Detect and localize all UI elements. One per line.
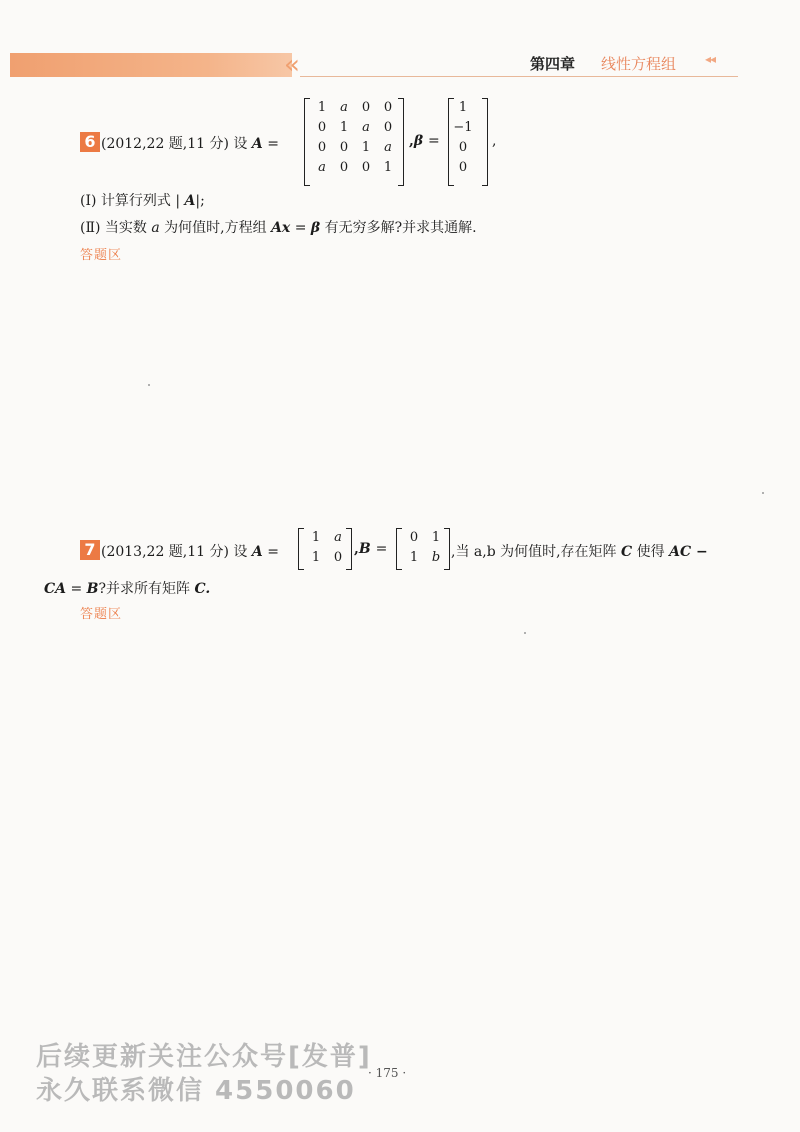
matrix-entry: b (431, 550, 441, 565)
question-7-meta (101, 541, 279, 561)
q7-B-label: B (358, 541, 371, 557)
q7-line-2 (44, 578, 210, 598)
q6-part2-a: a (151, 220, 160, 236)
q7-line-1-rest (451, 541, 708, 561)
q7-line2-rest: ?并求所有矩阵 (98, 581, 191, 597)
header-band (10, 53, 292, 77)
q6-matrix-A (304, 98, 404, 186)
q7-B-equals: = (375, 541, 388, 557)
q7-line1-end: 使得 (636, 544, 665, 560)
matrix-entry: 0 (409, 530, 419, 545)
q6-matrix-A-grid (311, 98, 399, 178)
scan-speck (524, 632, 526, 634)
watermark-line-1: 后续更新关注公众号[发普] (36, 1042, 372, 1072)
matrix-entry: 0 (339, 140, 349, 155)
q6-trailing-comma: , (492, 133, 497, 149)
watermark-line-2: 永久联系微信 4550060 (36, 1076, 356, 1106)
q7-line2-C: C. (194, 581, 211, 597)
matrix-entry: 1 (383, 160, 393, 175)
matrix-entry: 0 (317, 140, 327, 155)
question-6-meta (101, 133, 279, 153)
matrix-entry: 0 (458, 160, 468, 175)
q6-part-2 (80, 217, 477, 237)
q6-part2-Ax: Ax (271, 220, 291, 236)
q7-meta-text: (2013,22 题,11 分) 设 (101, 544, 248, 560)
q6-beta-def (409, 133, 440, 149)
matrix-entry: a (318, 160, 326, 175)
left-bracket (298, 528, 304, 570)
scan-speck (762, 492, 764, 494)
matrix-entry: 1 (339, 120, 349, 135)
q7-equals: = (267, 544, 279, 560)
q7-matrix-B-grid (403, 528, 447, 568)
q7-CA: CA (44, 581, 67, 597)
matrix-entry: a (340, 100, 348, 115)
q6-part2-beta: β (310, 220, 321, 236)
scan-speck (148, 384, 150, 386)
right-bracket (482, 98, 488, 186)
q6-part-1 (80, 190, 205, 210)
q6-part1-suffix: |; (195, 193, 205, 209)
matrix-entry: a (384, 140, 392, 155)
q7-A-label: A (251, 544, 263, 560)
matrix-entry: 0 (317, 120, 327, 135)
q7-matrix-A (298, 528, 352, 570)
q6-meta-text: (2012,22 题,11 分) 设 (101, 136, 248, 152)
q7-line1-text: ,当 a,b 为何值时,存在矩阵 (451, 544, 617, 560)
matrix-entry: 1 (311, 530, 321, 545)
q6-vector-beta (448, 98, 488, 186)
q7-answer-area-label: 答题区 (80, 607, 123, 622)
matrix-entry: a (362, 120, 370, 135)
q7-matrix-A-grid (305, 528, 349, 568)
left-bracket (304, 98, 310, 186)
q6-part1-A: A (184, 193, 196, 209)
matrix-entry: a (334, 530, 342, 545)
matrix-entry: 0 (458, 140, 468, 155)
q7-line2-B: B (86, 581, 99, 597)
question-7-number: 7 (80, 540, 100, 560)
matrix-entry: 1 (431, 530, 441, 545)
q7-comma: , (354, 541, 359, 557)
q6-part2-mid: 为何值时,方程组 (164, 220, 267, 236)
header-chevron-icon: « (284, 50, 292, 80)
q6-answer-area-label: 答题区 (80, 248, 123, 263)
matrix-entry: 0 (339, 160, 349, 175)
matrix-entry: 1 (317, 100, 327, 115)
matrix-entry: −1 (453, 120, 473, 135)
matrix-entry: 0 (383, 120, 393, 135)
page-number: · 175 · (368, 1066, 407, 1080)
q6-vector-beta-grid (452, 98, 474, 178)
q6-part1-prefix: (Ⅰ) 计算行列式 | (80, 193, 181, 209)
header-arrow-icon: ◂◂ (705, 52, 716, 66)
q6-beta-equals: = (428, 133, 440, 149)
q7-B-def (354, 541, 387, 557)
q6-part2-suffix: 有无穷多解?并求其通解. (324, 220, 477, 236)
matrix-entry: 1 (311, 550, 321, 565)
matrix-entry: 1 (409, 550, 419, 565)
matrix-entry: 0 (333, 550, 343, 565)
q6-equals: = (267, 136, 279, 152)
left-bracket (396, 528, 402, 570)
matrix-entry: 0 (383, 100, 393, 115)
q7-line2-eq: = (70, 581, 83, 597)
q6-beta-label: β (413, 133, 424, 149)
q6-comma: , (409, 133, 414, 149)
chapter-number: 第四章 (530, 55, 576, 73)
matrix-entry: 1 (361, 140, 371, 155)
matrix-entry: 1 (458, 100, 468, 115)
chapter-title: 线性方程组 (601, 55, 677, 73)
q6-part2-prefix: (Ⅱ) 当实数 (80, 220, 147, 236)
question-6-number: 6 (80, 132, 100, 152)
q7-C-label: C (621, 544, 633, 560)
q7-AC-minus: AC − (669, 544, 708, 560)
matrix-entry: 0 (361, 160, 371, 175)
q7-matrix-B (396, 528, 450, 570)
matrix-entry: 0 (361, 100, 371, 115)
header-rule (300, 76, 738, 77)
q6-part2-eq: = (294, 220, 307, 236)
q6-A-label: A (251, 136, 263, 152)
